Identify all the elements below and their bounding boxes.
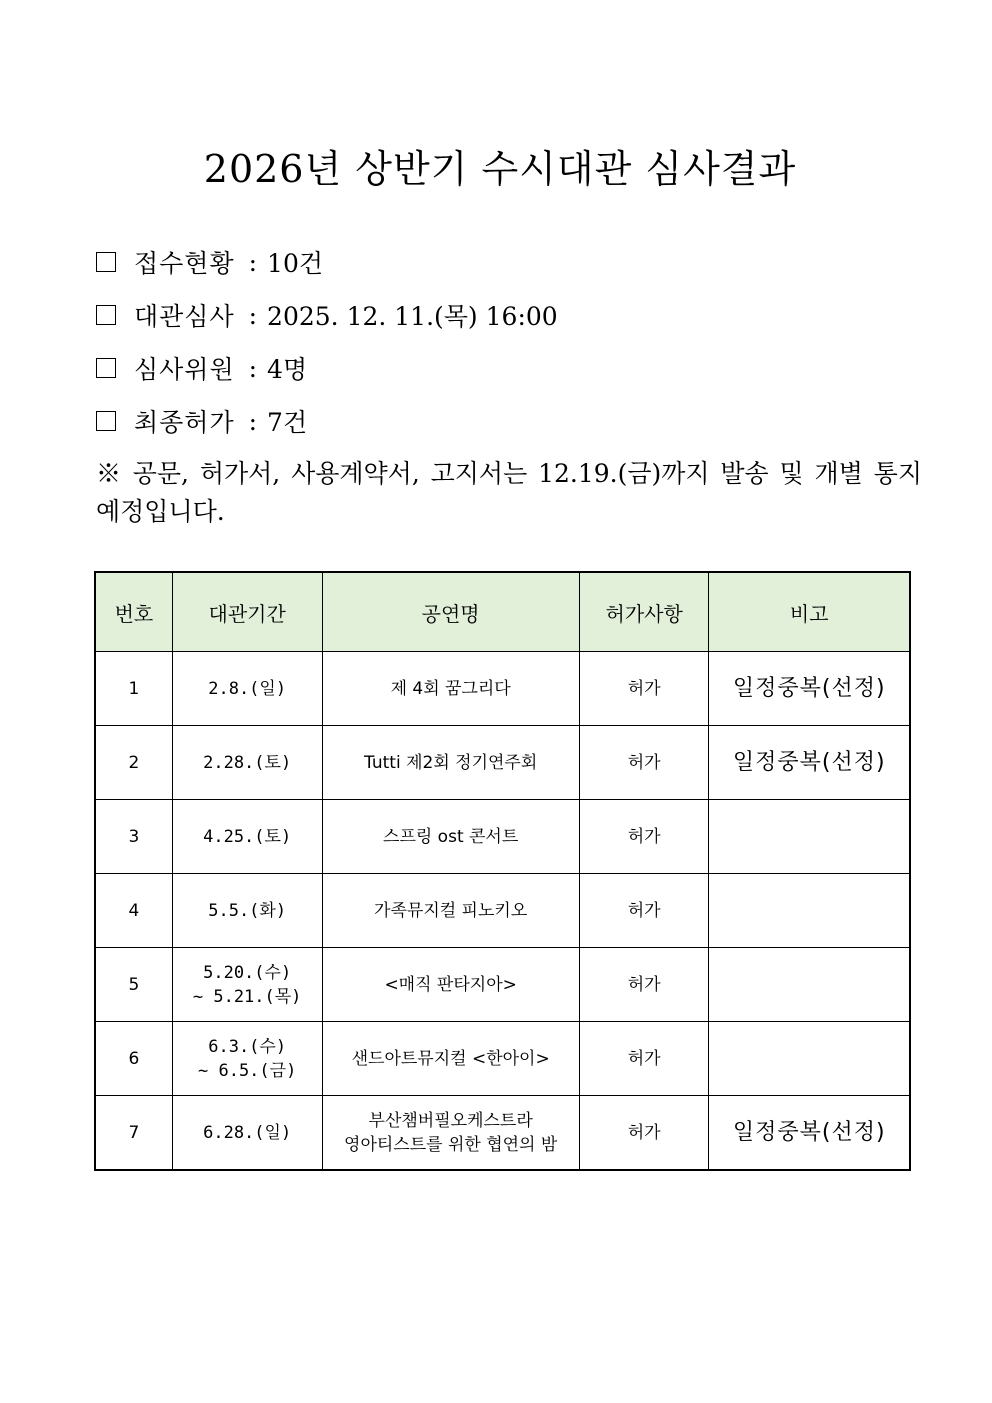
period-start: 6.28.(일) bbox=[203, 1122, 292, 1143]
cell-period bbox=[172, 800, 322, 874]
checkbox-square-icon bbox=[96, 411, 116, 431]
cell-note: 일정중복(선정) bbox=[709, 726, 910, 800]
info-label: 최종허가 bbox=[134, 408, 235, 437]
cell-status: 허가 bbox=[579, 948, 709, 1022]
info-value: 10건 bbox=[267, 249, 324, 278]
cell-note bbox=[709, 800, 910, 874]
header-period: 대관기간 bbox=[172, 572, 322, 652]
cell-number: 5 bbox=[95, 948, 172, 1022]
cell-period bbox=[172, 1022, 322, 1096]
table-row bbox=[95, 874, 910, 948]
performance-line-2: 영아티스트를 위한 협연의 밤 bbox=[344, 1134, 558, 1155]
cell-status: 허가 bbox=[579, 1022, 709, 1096]
period-end: ~ 5.21.(목) bbox=[192, 986, 302, 1007]
cell-status: 허가 bbox=[579, 726, 709, 800]
period-start: 5.20.(수) bbox=[203, 962, 292, 983]
checkbox-square-icon bbox=[96, 358, 116, 378]
header-number: 번호 bbox=[95, 572, 172, 652]
cell-performance: 샌드아트뮤지컬 <한아이> bbox=[322, 1022, 579, 1096]
cell-note: 일정중복(선정) bbox=[709, 1096, 910, 1171]
table-row bbox=[95, 726, 910, 800]
info-separator: : bbox=[248, 406, 258, 436]
cell-performance: <매직 판타지아> bbox=[322, 948, 579, 1022]
cell-status: 허가 bbox=[579, 1096, 709, 1171]
period-start: 5.5.(화) bbox=[208, 900, 287, 921]
cell-number: 4 bbox=[95, 874, 172, 948]
period-start: 2.8.(일) bbox=[208, 678, 287, 699]
cell-note bbox=[709, 874, 910, 948]
table-row bbox=[95, 1022, 910, 1096]
cell-note bbox=[709, 948, 910, 1022]
page-title: 2026년 상반기 수시대관 심사결과 bbox=[203, 147, 797, 191]
info-value: 7건 bbox=[267, 408, 308, 437]
checkbox-square-icon bbox=[96, 305, 116, 325]
period-start: 6.3.(수) bbox=[208, 1036, 287, 1057]
table-row bbox=[95, 1096, 910, 1171]
cell-number: 1 bbox=[95, 652, 172, 726]
cell-performance bbox=[322, 1096, 579, 1171]
performance-line-1: 부산챔버필오케스트라 bbox=[368, 1110, 533, 1131]
cell-number: 7 bbox=[95, 1096, 172, 1171]
table-header-row bbox=[95, 572, 910, 652]
info-separator: : bbox=[248, 300, 258, 330]
cell-period bbox=[172, 652, 322, 726]
info-line-judges bbox=[96, 350, 307, 386]
info-value: 2025. 12. 11.(목) 16:00 bbox=[267, 302, 558, 331]
period-start: 4.25.(토) bbox=[203, 826, 292, 847]
results-table bbox=[94, 571, 911, 1171]
table-row bbox=[95, 800, 910, 874]
info-line-receipt bbox=[96, 244, 323, 280]
period-end: ~ 6.5.(금) bbox=[198, 1060, 297, 1081]
cell-status: 허가 bbox=[579, 652, 709, 726]
cell-number: 2 bbox=[95, 726, 172, 800]
info-label: 접수현황 bbox=[134, 249, 235, 278]
info-value: 4명 bbox=[267, 355, 308, 384]
info-line-final bbox=[96, 403, 307, 439]
info-line-review bbox=[96, 297, 558, 333]
table-row bbox=[95, 948, 910, 1022]
info-label: 심사위원 bbox=[134, 355, 235, 384]
notice-text: ※ 공문, 허가서, 사용계약서, 고지서는 12.19.(금)까지 발송 및 개별 통지 예정입니다. bbox=[96, 459, 922, 526]
cell-performance: 제 4회 꿈그리다 bbox=[322, 652, 579, 726]
cell-number: 6 bbox=[95, 1022, 172, 1096]
cell-status: 허가 bbox=[579, 874, 709, 948]
info-separator: : bbox=[248, 247, 258, 277]
period-start: 2.28.(토) bbox=[203, 752, 292, 773]
table-row bbox=[95, 652, 910, 726]
cell-period bbox=[172, 948, 322, 1022]
cell-period bbox=[172, 874, 322, 948]
info-label: 대관심사 bbox=[134, 302, 235, 331]
header-note: 비고 bbox=[709, 572, 910, 652]
info-separator: : bbox=[248, 353, 258, 383]
cell-performance: 스프링 ost 콘서트 bbox=[322, 800, 579, 874]
cell-performance: Tutti 제2회 정기연주회 bbox=[322, 726, 579, 800]
header-performance: 공연명 bbox=[322, 572, 579, 652]
cell-note bbox=[709, 1022, 910, 1096]
header-status: 허가사항 bbox=[579, 572, 709, 652]
cell-period bbox=[172, 1096, 322, 1171]
cell-performance: 가족뮤지컬 피노키오 bbox=[322, 874, 579, 948]
checkbox-square-icon bbox=[96, 252, 116, 272]
cell-number: 3 bbox=[95, 800, 172, 874]
cell-period bbox=[172, 726, 322, 800]
cell-note: 일정중복(선정) bbox=[709, 652, 910, 726]
cell-status: 허가 bbox=[579, 800, 709, 874]
